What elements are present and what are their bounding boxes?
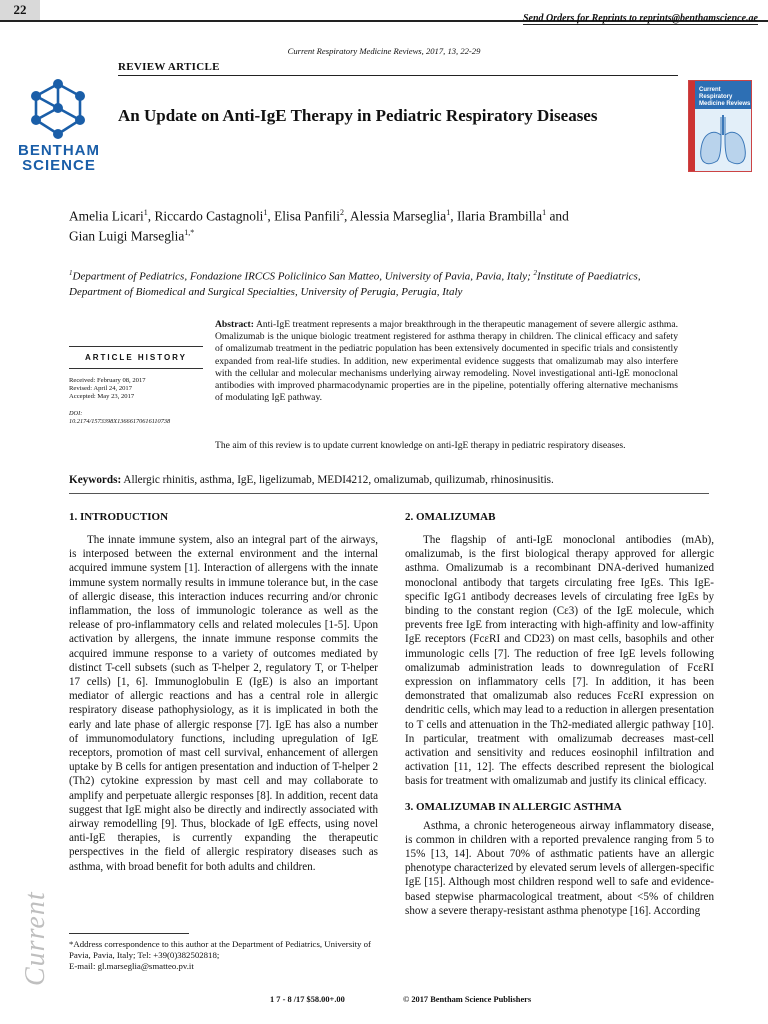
correspondence-footnote	[69, 939, 378, 972]
abstract-label: Abstract:	[215, 319, 254, 330]
author: Amelia Licari	[69, 208, 144, 224]
journal-cover-thumbnail	[688, 80, 752, 172]
author: Riccardo Castagnoli	[154, 208, 264, 224]
publisher-brand	[8, 143, 110, 173]
abstract	[215, 319, 678, 404]
cover-title: Current Respiratory Medicine Reviews	[699, 87, 751, 107]
affiliation-1: Department of Pediatrics, Fondazione IRCCS Policlinico San Matteo, University of Pavia, Pavia, Italy;	[72, 270, 534, 283]
article-type-label: REVIEW ARTICLE	[118, 61, 220, 73]
footer-issn-price: 1 7 - 8 /17 $58.00+.00	[270, 995, 345, 1004]
journal-name: Current Respiratory Medicine Reviews	[287, 46, 422, 56]
section-heading-introduction: 1. INTRODUCTION	[69, 511, 169, 523]
affiliation-2: Institute of Paediatrics, Department of Biomedical and Surgical Specialties, University of Perugia, Perugia, Italy	[69, 270, 641, 298]
reprints-notice: Send Orders for Reprints to reprints@benthamscience.ae	[523, 13, 758, 24]
author-separator: ,	[450, 208, 457, 224]
keywords-rule	[69, 493, 709, 494]
doi-link[interactable]: 10.2174/1573398X13666170616110738	[69, 418, 171, 426]
journal-pages: , 22-29	[456, 46, 481, 56]
allergic-asthma-text: Asthma, a chronic heterogeneous airway inflammatory disease, is common in children with a reported prevalence ranging from 5 to 15% [13, 14]. About 70% of asthmatic patients have an allergic phenotype characterized by elevated serum levels of allergen-specific IgE [15]. Although most children respond well to safe and evidence-based stepwise pharmacological treatment, about <5% of children show a severe therapy-resistant asthma phenotype [16]. According	[405, 819, 714, 917]
lungs-icon	[697, 115, 749, 169]
author: Gian Luigi Marseglia	[69, 228, 185, 244]
received-date: Received: February 08, 2017	[69, 377, 146, 384]
right-column	[405, 511, 714, 918]
author-separator: ,	[343, 208, 350, 224]
author-separator: ,	[147, 208, 155, 224]
author: Ilaria Brambilla	[456, 208, 543, 224]
introduction-text: The innate immune system, also an integral part of the airways, is interposed between the external environment and the internal acquired immune system [1]. Interaction of allergens with the innate immune system normally results in immune tolerance but, in the case of allergic disease, this interaction induces recurring and/or chronic inflammation, the loss of immunologic tolerance as well as the release of pro-inflammatory cells and related molecules [1-5]. Upon activation by allergens, the innate immune response commits the acquired immune response to a variety of outcomes mediated by distinct T-cell subsets (such as T-helper 2, regulatory T, or T-helper 17 cells) [1, 6]. Immunoglobulin E (IgE) is also an important mediator of allergic reactions and has a central role in allergic respiratory disease pathophysiology, as it is implicated in both the early and late phase of allergic response [7]. IgE has also a number of immunomodulatory functions, including upregulation of IgE receptors, promotion of mast cell survival, enhancement of allergen uptake by B cells for antigen presentation and induction of T-helper 2 (Th2) cytokine expression by mast cell and may collaborate to amplify and perpetuate allergic responses [8]. In addition, recent data suggest that IgE might also be directly and indirectly associated with airway remodelling [9]. Thus, blockade of IgE effects, using novel anti-IgE therapies, is currently expanding the therapeutic perspectives in the field of allergic respiratory diseases such as asthma, with broad benefit for both adults and children.	[69, 534, 378, 873]
footnote-rule	[69, 933, 189, 934]
section-heading-omalizumab: 2. OMALIZUMAB	[405, 511, 496, 523]
cover-strip	[689, 81, 695, 172]
history-rule-bottom	[69, 368, 203, 369]
author-affil-mark: 1	[542, 208, 547, 217]
footnote-email[interactable]: E-mail: gl.marseglia@smatteo.pv.it	[69, 961, 194, 971]
abstract-aim: The aim of this review is to update current knowledge on anti-IgE therapy in pediatric respiratory diseases.	[215, 440, 626, 451]
accepted-date: Accepted: May 23, 2017	[69, 393, 135, 401]
footer-copyright: © 2017 Bentham Science Publishers	[403, 995, 532, 1004]
omalizumab-text: The flagship of anti-IgE monoclonal antibodies (mAb), omalizumab, is the first biological therapy approved for allergic asthma. Omalizumab is a recombinant DNA-derived humanized monoclonal antibody that targets circulating free IgEs. This IgE-specific IgG1 antibody decreases levels of circulating free IgEs by binding to the constant region (Cε3) of the IgE molecule, which prevents free IgE from interacting with high-affinity and low-affinity IgE receptors (FcεRI and CD23) on mast cells, basophils and other immunologic cells [7]. The reduction of free IgE levels following omalizumab administration leads to downregulation of FcεRI expression on inflammatory cells [7]. In addition, it has been demonstrated that omalizumab also reduces FcεRI expression on dendritic cells, which may lead to a reduction in allergen presentation to T cells and attenuation in the Th2-mediated allergic pathway [10]. In particular, treatment with omalizumab decreases mast-cell activation and sensitivity and reduces eosinophil infiltration and activation [11, 12]. The effects described represent the biological basis for treatment with omalizumab and justify its clinical efficacy.	[405, 534, 714, 788]
journal-line	[0, 46, 768, 56]
affil-mark: 2	[533, 269, 537, 277]
author-affil-mark: 1	[263, 208, 268, 217]
affiliations	[69, 266, 689, 300]
brand-line-2: SCIENCE	[22, 157, 96, 174]
author-affil-mark: 1	[143, 208, 148, 217]
footnote-address: *Address correspondence to this author at the Department of Pediatrics, University of Pavia, Pavia, Italy; Tel: +39(0)382502818;	[69, 939, 371, 960]
doi-block	[69, 410, 209, 426]
revised-date: Revised: April 24, 2017	[69, 385, 133, 393]
affil-mark: 1	[69, 269, 73, 277]
author-separator: ,	[267, 208, 275, 224]
history-rule-top	[69, 346, 203, 347]
article-history-title: ARTICLE HISTORY	[84, 353, 187, 362]
keywords-text: Allergic rhinitis, asthma, IgE, ligelizumab, MEDI4212, omalizumab, quilizumab, rhinosinusitis.	[121, 474, 554, 486]
author: Elisa Panfili	[274, 208, 340, 224]
section-heading-allergic-asthma: 3. OMALIZUMAB IN ALLERGIC ASTHMA	[405, 800, 622, 813]
article-type-rule	[118, 75, 678, 76]
abstract-text: Anti-IgE treatment represents a major breakthrough in the therapeutic management of severe allergic asthma. Omalizumab is the unique biologic treatment registered for asthma therapy in children. The clinical efficacy and safety of omalizumab treatment in the pediatric population has been extensively documented in specific trials and consistently expanded from real-life studies. In addition, new experimental evidence suggests that omalizumab may also interfere with the cellular and molecular mechanisms underlying airway remodeling. Novel investigational anti-IgE monoclonal antibodies with improved pharmacodynamic properties are in the pipeline, potentially offering alternative mechanisms of modulating IgE pathway.	[215, 319, 678, 404]
author-affil-mark: 1,*	[184, 228, 195, 238]
left-column	[69, 511, 378, 874]
journal-year: , 2017,	[421, 46, 448, 56]
keywords-label: Keywords:	[69, 474, 122, 486]
author-affil-mark: 2	[339, 208, 344, 217]
author: Alessia Marseglia	[349, 208, 447, 224]
bentham-logo-icon	[28, 78, 88, 140]
article-history-dates	[69, 377, 203, 402]
author-separator: and	[546, 208, 569, 224]
brand-line-1: BENTHAM	[18, 142, 100, 159]
keywords	[69, 474, 709, 486]
article-title: An Update on Anti-IgE Therapy in Pediatric Respiratory Diseases	[118, 106, 598, 125]
author-affil-mark: 1	[446, 208, 451, 217]
page-number: 22	[0, 0, 40, 20]
author-list	[69, 204, 709, 245]
doi-label: DOI:	[69, 410, 83, 417]
journal-watermark: Current	[20, 891, 51, 986]
journal-volume: 13	[447, 46, 457, 56]
